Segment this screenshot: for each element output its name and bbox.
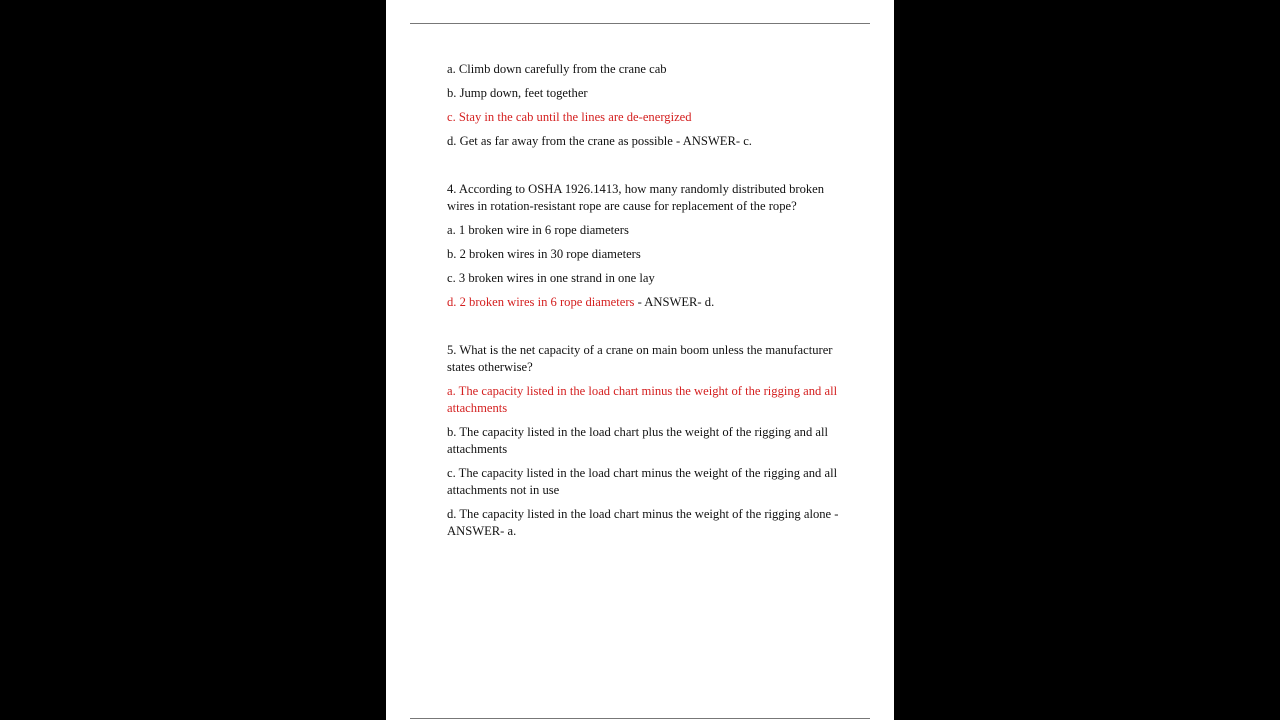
answer-5: - ANSWER- a.: [447, 507, 839, 538]
option-4a: a. 1 broken wire in 6 rope diameters: [447, 223, 629, 237]
document-page: [386, 0, 894, 720]
option-4c: c. 3 broken wires in one strand in one lay: [447, 271, 655, 285]
question-3-block: [447, 61, 847, 150]
option-3d-text: d. Get as far away from the crane as possible: [447, 134, 673, 148]
option-5c: c. The capacity listed in the load chart minus the weight of the rigging and all attachments not in use: [447, 466, 838, 497]
option-5d: [447, 506, 847, 540]
option-4d-text-correct: d. 2 broken wires in 6 rope diameters: [447, 295, 635, 309]
option-5a-correct: a. The capacity listed in the load chart minus the weight of the rigging and all attachments: [447, 384, 838, 415]
option-4d: [447, 294, 847, 311]
option-3d: [447, 133, 847, 150]
option-4b: b. 2 broken wires in 30 rope diameters: [447, 247, 641, 261]
option-3c-correct: c. Stay in the cab until the lines are de-energized: [447, 110, 692, 124]
footer-rule: [410, 718, 870, 719]
page-content: [447, 61, 847, 547]
option-5b: b. The capacity listed in the load chart plus the weight of the rigging and all attachments: [447, 425, 828, 456]
question-5-text: 5. What is the net capacity of a crane on main boom unless the manufacturer states otherwise?: [447, 343, 833, 374]
header-rule: [410, 23, 870, 24]
option-3a: a. Climb down carefully from the crane cab: [447, 62, 667, 76]
question-4-text: 4. According to OSHA 1926.1413, how many randomly distributed broken wires in rotation-resistant rope are cause for replacement of the rope?: [447, 182, 825, 213]
question-5-block: [447, 342, 847, 540]
answer-4: - ANSWER- d.: [634, 295, 715, 309]
question-4-block: [447, 181, 847, 311]
answer-3: - ANSWER- c.: [672, 134, 752, 148]
option-3b: b. Jump down, feet together: [447, 86, 588, 100]
option-5d-text: d. The capacity listed in the load chart minus the weight of the rigging alone: [447, 507, 832, 521]
